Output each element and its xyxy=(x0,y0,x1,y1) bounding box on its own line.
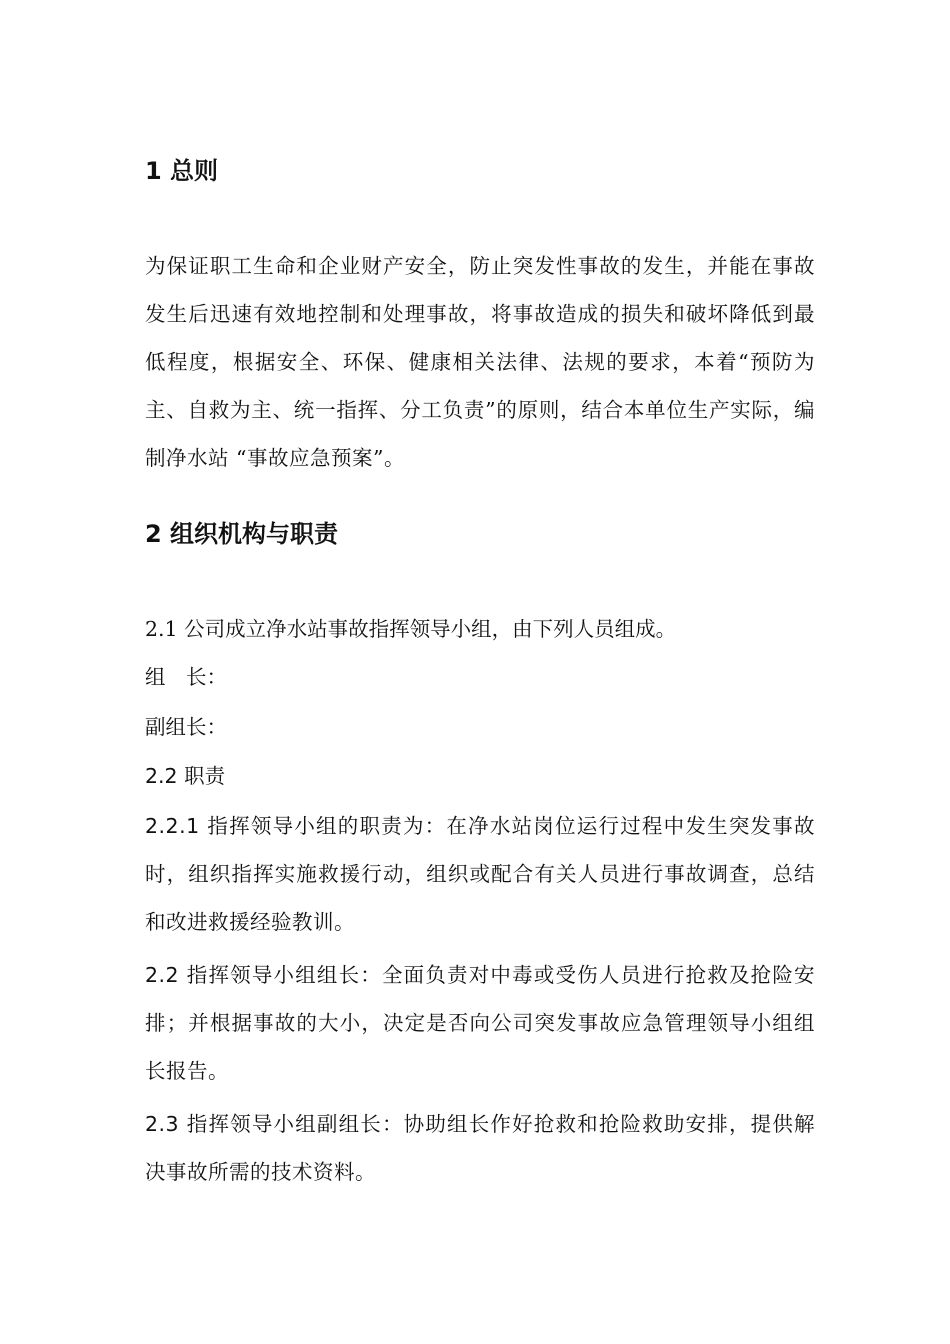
item-2-2-number: 2.2 xyxy=(145,764,178,788)
item-2-2-1-text: 指挥领导小组的职责为：在净水站岗位运行过程中发生突发事故时，组织指挥实施救援行动，组织或配合有关人员进行事故调查，总结和改进救援经验教训。 xyxy=(145,814,815,934)
section-1-heading: 1 总则 xyxy=(145,157,219,185)
item-2-2 xyxy=(145,760,225,792)
leader-line: 组 长： xyxy=(145,665,227,689)
section-2-heading: 2 组织机构与职责 xyxy=(145,520,339,548)
item-2-2-text: 职责 xyxy=(177,764,226,788)
item-2-1: 2.1 公司成立净水站事故指挥领导小组，由下列人员组成。 xyxy=(145,617,677,641)
item-2-2-leader-text: 指挥领导小组组长：全面负责对中毒或受伤人员进行抢救及抢险安排；并根据事故的大小，决定是否向公司突发事故应急管理领导小组组长报告。 xyxy=(145,963,815,1083)
item-2-2-leader-number: 2.2 xyxy=(145,963,180,987)
item-2-3-text: 指挥领导小组副组长：协助组长作好抢救和抢险救助安排，提供解决事故所需的技术资料。 xyxy=(145,1112,815,1184)
section-1-body: 为保证职工生命和企业财产安全，防止突发性事故的发生，并能在事故发生后迅速有效地控制和处理事故，将事故造成的损失和破坏降低到最低程度，根据安全、环保、健康相关法律、法规的要求，本着“预防为主、自救为主、统一指挥、分工负责”的原则，结合本单位生产实际，编制净水站 “事故应急预案”。 xyxy=(145,254,815,470)
item-2-3 xyxy=(145,1100,815,1196)
item-2-2-leader xyxy=(145,951,815,1095)
item-2-2-1 xyxy=(145,802,815,946)
item-2-2-1-number: 2.2.1 xyxy=(145,814,200,838)
item-2-3-number: 2.3 xyxy=(145,1112,180,1136)
deputy-leader-line: 副组长： xyxy=(145,715,227,739)
